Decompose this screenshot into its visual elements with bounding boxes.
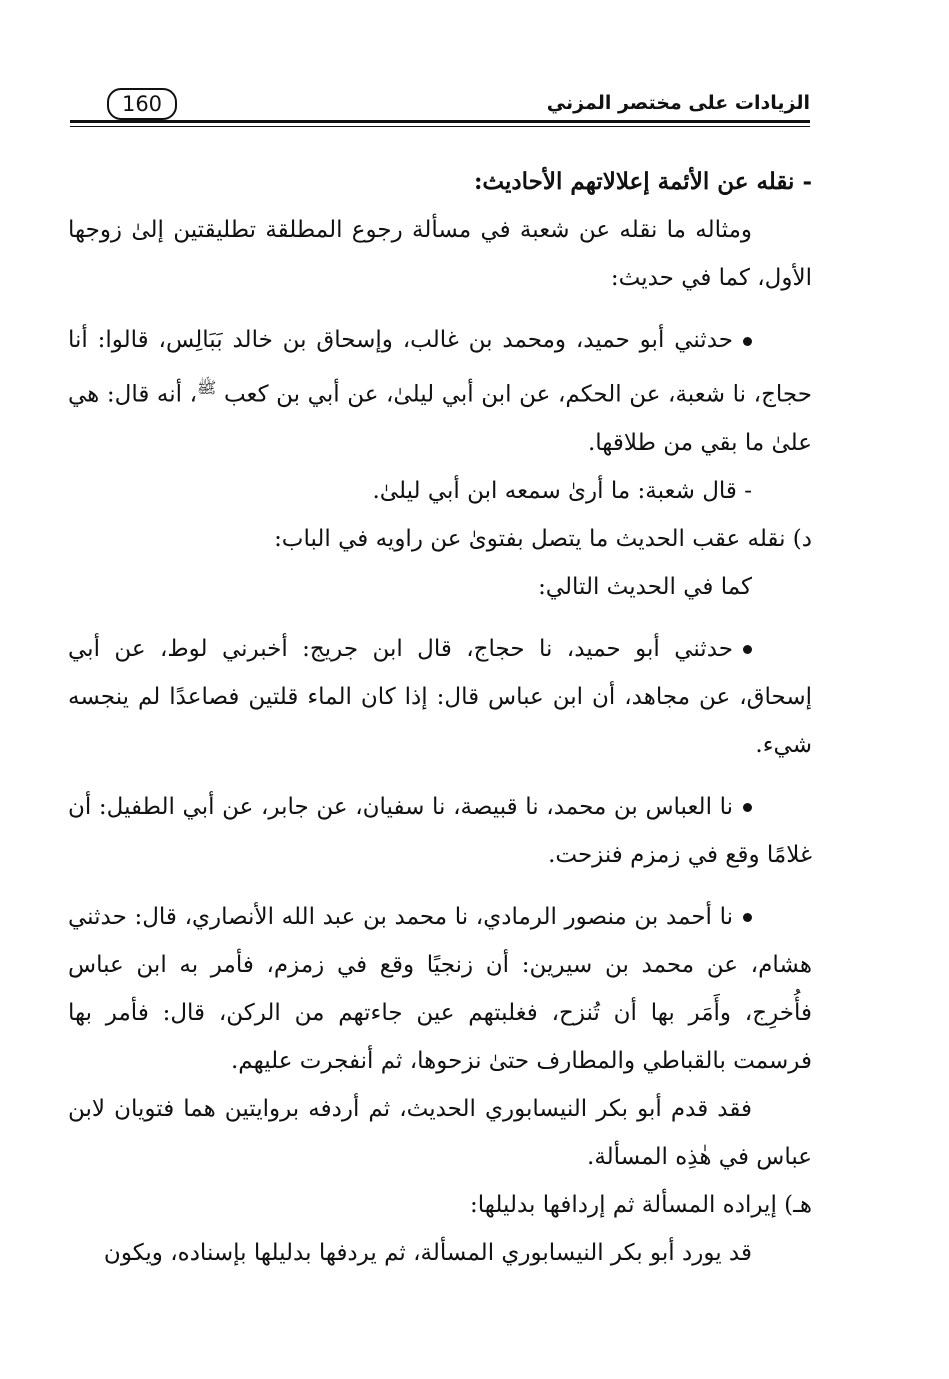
hadith-text: نا العباس بن محمد، نا قبيصة، نا سفيان، عن جابر، عن أبي الطفيل: أن غلامًا وقع في زمزم فنزحت. (68, 793, 812, 868)
hadith-text: حدثني أبو حميد، ومحمد بن غالب، وإسحاق بن خالد بَبَالِس، قالوا: أنا حجاج، نا شعبة، عن الحكم، عن ابن أبي ليلىٰ، عن أبي بن كعب (68, 327, 812, 408)
header-rule-thick (70, 120, 810, 123)
hadith-bullet (68, 893, 812, 1085)
hadith-bullet (68, 783, 812, 879)
paragraph: ومثاله ما نقله عن شعبة في مسألة رجوع المطلقة تطليقتين إلىٰ زوجها الأول، كما في حديث: (68, 217, 812, 291)
running-title: الزيادات على مختصر المزني (546, 92, 810, 114)
paragraph: - قال شعبة: ما أرىٰ سمعه ابن أبي ليلىٰ. (372, 477, 752, 504)
page-number: 160 (107, 88, 177, 120)
subsection-heading: د) نقله عقب الحديث ما يتصل بفتوىٰ عن راويه في الباب: (274, 525, 812, 552)
bullet-icon (743, 645, 752, 654)
hadith-bullet (68, 625, 812, 769)
bullet-icon (743, 913, 752, 922)
header-rule-thin (70, 126, 810, 127)
bullet-icon (743, 337, 752, 346)
honorific-symbol: ﷺ (197, 378, 217, 397)
paragraph: كما في الحديث التالي: (538, 573, 752, 600)
paragraph: قد يورد أبو بكر النيسابوري المسألة، ثم يردفها بدليلها بإسناده، ويكون (103, 1239, 752, 1266)
bullet-icon (743, 803, 752, 812)
subsection-heading: هـ) إيراده المسألة ثم إردافها بدليلها: (470, 1191, 812, 1218)
paragraph: فقد قدم أبو بكر النيسابوري الحديث، ثم أردفه بروايتين هما فتويان لابن عباس في هٰذِه المسألة. (68, 1095, 812, 1170)
page-body (68, 158, 812, 1277)
hadith-bullet (68, 316, 812, 467)
page-header (70, 88, 810, 132)
section-heading: - نقله عن الأئمة إعلالاتهم الأحاديث: (473, 168, 812, 195)
hadith-text: حدثني أبو حميد، نا حجاج، قال ابن جريج: أخبرني لوط، عن أبي إسحاق، عن مجاهد، أن ابن عباس قال: إذا كان الماء قلتين فصاعدًا لم ينجسه شيء. (68, 635, 812, 758)
hadith-text-continued: ، أنه قال: هي علىٰ ما بقي من طلاقها. (68, 381, 812, 456)
hadith-text: نا أحمد بن منصور الرمادي، نا محمد بن عبد الله الأنصاري، قال: حدثني هشام، عن محمد بن سيرين: أن زنجيًا وقع في زمزم، فأمر به ابن عباس فأُخرِج، وأَمَر بها أن تُنزح، فغلبتهم عين جاءتهم من الركن، قال: فأمر بها فرسمت بالقباطي والمطارف حتىٰ نزحوها، ثم أنفجرت عليهم. (68, 903, 812, 1074)
